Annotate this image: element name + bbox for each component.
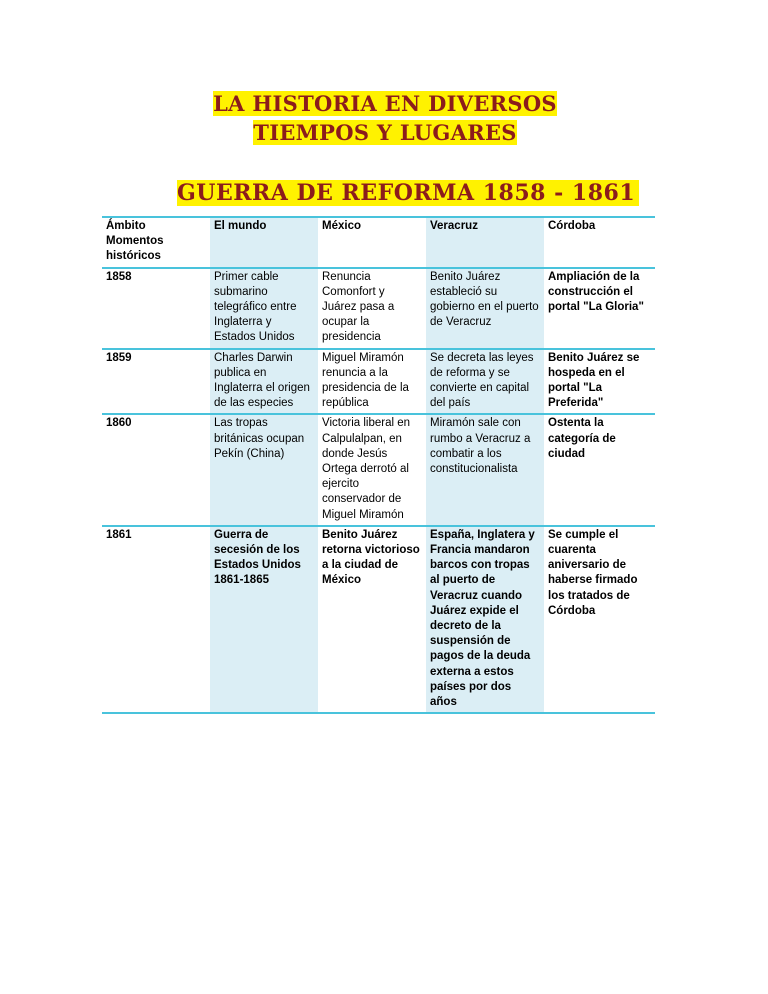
- cell-cordoba: Se cumple el cuarenta aniversario de haberse firmado los tratados de Córdoba: [544, 526, 655, 713]
- page-title: [156, 89, 614, 147]
- header-veracruz: Veracruz: [426, 217, 544, 268]
- table-row: [102, 349, 655, 415]
- cell-mexico: Victoria liberal en Calpulalpan, en donde Jesús Ortega derrotó al ejercito conservador de Miguel Miramón: [318, 414, 426, 525]
- table-row: [102, 414, 655, 525]
- table-header-row: [102, 217, 655, 268]
- cell-veracruz: Benito Juárez estableció su gobierno en el puerto de Veracruz: [426, 268, 544, 349]
- row-year: 1860: [102, 414, 210, 525]
- cell-mexico: Renuncia Comonfort y Juárez pasa a ocupar la presidencia: [318, 268, 426, 349]
- cell-veracruz: Miramón sale con rumbo a Veracruz a combatir a los constitucionalista: [426, 414, 544, 525]
- cell-mundo: Guerra de secesión de los Estados Unidos 1861-1865: [210, 526, 318, 713]
- row-year: 1858: [102, 268, 210, 349]
- page-title-text: LA HISTORIA EN DIVERSOS TIEMPOS Y LUGARES: [213, 91, 557, 145]
- cell-mexico: Miguel Miramón renuncia a la presidencia de la república: [318, 349, 426, 415]
- header-mundo: El mundo: [210, 217, 318, 268]
- cell-mundo: Primer cable submarino telegráfico entre Inglaterra y Estados Unidos: [210, 268, 318, 349]
- history-table: [102, 216, 655, 714]
- cell-veracruz: España, Inglatera y Francia mandaron barcos con tropas al puerto de Veracruz cuando Juárez expide el decreto de la suspensión de pagos de la deuda externa a estos países por dos años: [426, 526, 544, 713]
- header-ambito: Ámbito Momentos históricos: [102, 217, 210, 268]
- cell-mexico: Benito Juárez retorna victorioso a la ciudad de México: [318, 526, 426, 713]
- table-row: [102, 268, 655, 349]
- table-row: [102, 526, 655, 713]
- cell-cordoba: Ostenta la categoría de ciudad: [544, 414, 655, 525]
- header-mexico: México: [318, 217, 426, 268]
- row-year: 1861: [102, 526, 210, 713]
- page-subtitle: [177, 178, 636, 208]
- row-year: 1859: [102, 349, 210, 415]
- cell-cordoba: Benito Juárez se hospeda en el portal "La Preferida": [544, 349, 655, 415]
- page-subtitle-text: GUERRA DE REFORMA 1858 - 1861: [177, 180, 639, 206]
- cell-cordoba: Ampliación de la construcción el portal "La Gloria": [544, 268, 655, 349]
- cell-mundo: Charles Darwin publica en Inglaterra el origen de las especies: [210, 349, 318, 415]
- header-cordoba: Córdoba: [544, 217, 655, 268]
- cell-mundo: Las tropas británicas ocupan Pekín (China): [210, 414, 318, 525]
- cell-veracruz: Se decreta las leyes de reforma y se convierte en capital del país: [426, 349, 544, 415]
